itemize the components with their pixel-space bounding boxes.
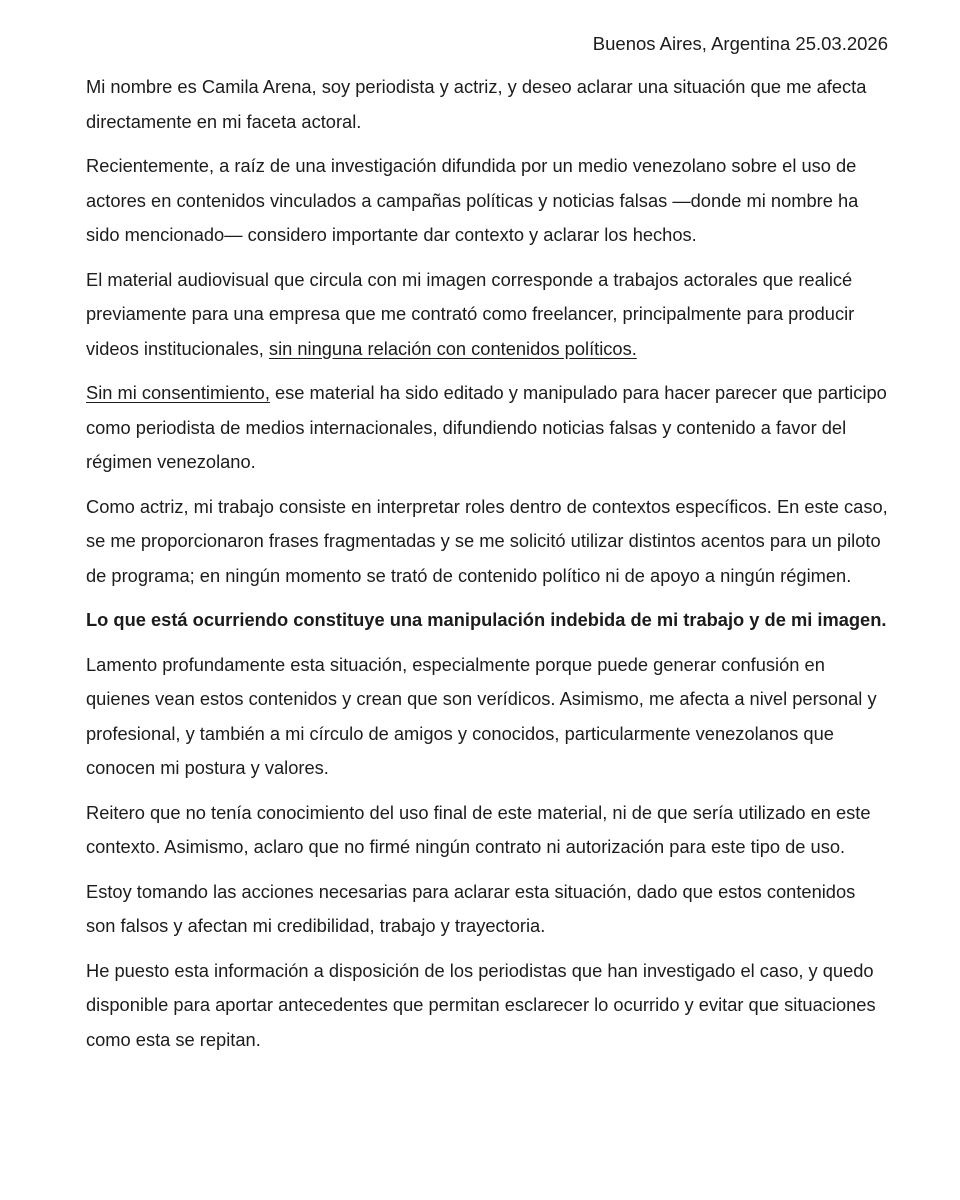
paragraph-material [86,263,888,367]
paragraph-actress-role: Como actriz, mi trabajo consiste en interpretar roles dentro de contextos específicos. En este caso, se me proporcionaron frases fragmentadas y se me solicitó utilizar distintos acentos para un piloto de programa; en ningún momento se trató de contenido político ni de apoyo a ningún régimen. [86,495,888,586]
paragraph-actions: Estoy tomando las acciones necesarias para aclarar esta situación, dado que estos contenidos son falsos y afectan mi credibilidad, trabajo y trayectoria. [86,880,856,936]
underlined-no-political-relation: sin ninguna relación con contenidos políticos. [268,337,637,359]
paragraph-manipulation-text: ese material ha sido editado y manipulado para hacer parecer que participo como periodista de medios internacionales, difundiendo noticias falsas y contenido a favor del régimen venezolano. [86,382,887,472]
paragraph-material-text: El material audiovisual que circula con mi imagen corresponde a trabajos actorales que realicé previamente para una empresa que me contrató como freelancer, principalmente para producir videos institucionales, [86,268,855,359]
paragraph-availability: He puesto esta información a disposición de los periodistas que han investigado el caso, y quedo disponible para aportar antecedentes que permitan esclarecer lo ocurrido y evitar que situaciones como esta se repitan. [86,959,876,1050]
paragraph-manipulation [86,376,888,480]
paragraph-bold-statement: Lo que está ocurriendo constituye una manipulación indebida de mi trabajo y de mi imagen. [86,609,887,630]
paragraph-introduction: Mi nombre es Camila Arena, soy periodista y actriz, y deseo aclarar una situación que me afecta directamente en mi faceta actoral. [86,76,867,132]
underlined-without-consent: Sin mi consentimiento, [86,382,270,403]
paragraph-regret: Lamento profundamente esta situación, especialmente porque puede generar confusión en quienes vean estos contenidos y crean que son verídicos. Asimismo, me afecta a nivel personal y profesional, y también a mi círculo de amigos y conocidos, particularmente venezolanos que conocen mi postura y valores. [86,653,877,778]
statement-document [86,30,888,1067]
dateline: Buenos Aires, Argentina 25.03.2026 [592,33,888,54]
paragraph-context: Recientemente, a raíz de una investigación difundida por un medio venezolano sobre el uso de actores en contenidos vinculados a campañas políticas y noticias falsas —donde mi nombre ha sido mencionado— considero importante dar contexto y aclarar los hechos. [86,155,859,245]
paragraph-no-knowledge: Reitero que no tenía conocimiento del uso final de este material, ni de que sería utilizado en este contexto. Asimismo, aclaro que no firmé ningún contrato ni autorización para este tipo de uso. [86,801,871,857]
